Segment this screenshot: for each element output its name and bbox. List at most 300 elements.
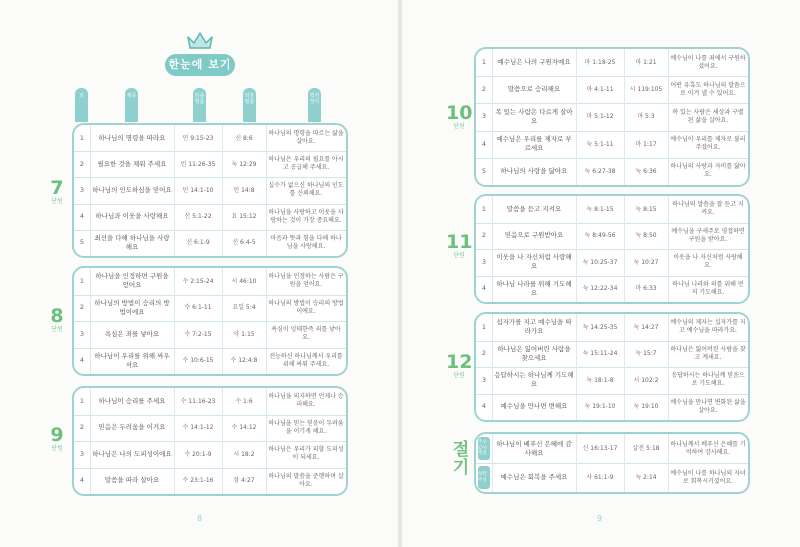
table-row bbox=[74, 295, 346, 323]
column-divider bbox=[222, 348, 223, 375]
memory-verse: 눅 15:7 bbox=[635, 350, 657, 358]
reading-reference: 마 4:1-11 bbox=[586, 86, 614, 94]
column-divider bbox=[90, 295, 91, 322]
table-row bbox=[74, 441, 346, 469]
unit-7-table bbox=[72, 123, 348, 258]
table-row bbox=[476, 341, 748, 369]
column-divider bbox=[668, 249, 669, 276]
reading-reference: 눅 8:49-56 bbox=[584, 232, 616, 240]
lesson-summary: 하나님을 의지하면 언제나 승리해요. bbox=[268, 393, 344, 409]
season-table bbox=[474, 432, 750, 494]
lesson-title: 말씀으로 승리해요 bbox=[507, 85, 561, 94]
column-divider bbox=[624, 158, 625, 185]
lesson-title: 하나님 나라를 위해 기도해요 bbox=[496, 279, 572, 297]
column-divider bbox=[174, 125, 175, 151]
lesson-summary: 하나님께서 베푸신 은혜를 기억하여 감사해요. bbox=[670, 440, 746, 456]
table-row bbox=[476, 158, 748, 185]
unit-11-label: 11 단원 bbox=[446, 231, 473, 259]
reading-reference: 마 1:18-25 bbox=[584, 59, 616, 67]
column-divider bbox=[90, 151, 91, 177]
lesson-title: 하나님과 이웃을 사랑해요 bbox=[95, 212, 169, 221]
lesson-number: 4 bbox=[481, 402, 487, 411]
column-divider bbox=[624, 314, 625, 341]
table-row bbox=[74, 230, 346, 256]
table-row bbox=[74, 177, 346, 204]
lesson-number: 4 bbox=[79, 476, 85, 485]
column-header-summary: 핵심 정리 bbox=[308, 88, 321, 122]
column-divider bbox=[266, 268, 267, 295]
unit-12-label: 12 단원 bbox=[446, 351, 473, 379]
table-row bbox=[476, 314, 748, 342]
table-row bbox=[476, 463, 748, 492]
lesson-title: 응답하시는 하나님께 기도해요 bbox=[494, 371, 574, 389]
column-divider bbox=[492, 463, 493, 492]
lesson-summary: 하나님의 방법이 승리의 방법이에요. bbox=[268, 299, 344, 315]
table-row bbox=[476, 223, 748, 251]
column-divider bbox=[90, 441, 91, 468]
lesson-number: 1 bbox=[79, 133, 85, 142]
column-divider bbox=[266, 177, 267, 203]
column-divider bbox=[576, 249, 577, 276]
lesson-number: 3 bbox=[481, 257, 487, 266]
lesson-title: 필요한 것을 채워 주세요 bbox=[97, 159, 167, 168]
column-divider bbox=[492, 49, 493, 76]
lesson-title: 하나님은 나의 도피성이에요 bbox=[92, 449, 172, 458]
memory-verse: 눅 8:15 bbox=[635, 205, 657, 213]
column-divider bbox=[492, 223, 493, 250]
lesson-title: 믿음은 두려움을 이겨요 bbox=[98, 423, 166, 432]
column-divider bbox=[492, 394, 493, 421]
reading-reference: 수 2:15-24 bbox=[182, 277, 214, 285]
column-divider bbox=[492, 249, 493, 276]
column-divider bbox=[668, 341, 669, 368]
column-divider bbox=[174, 268, 175, 295]
column-divider bbox=[266, 415, 267, 442]
lesson-number: 5 bbox=[481, 166, 487, 175]
lesson-number: 3 bbox=[79, 329, 85, 338]
column-divider bbox=[668, 463, 669, 492]
column-divider bbox=[576, 131, 577, 158]
column-divider bbox=[222, 125, 223, 151]
lesson-title: 예수님은 우리를 제자로 부르세요 bbox=[496, 135, 572, 153]
memory-verse: 신 8:6 bbox=[235, 134, 253, 142]
lesson-number: 1 bbox=[481, 204, 487, 213]
column-divider bbox=[90, 125, 91, 151]
memory-verse: 약 1:15 bbox=[233, 330, 255, 338]
reading-reference: 눅 10:25-37 bbox=[582, 258, 618, 266]
column-divider bbox=[222, 151, 223, 177]
reading-reference: 수 7:2-15 bbox=[184, 330, 212, 338]
memory-verse: 눅 2:14 bbox=[635, 474, 657, 481]
column-header-title: 제목 bbox=[125, 88, 138, 122]
memory-verse: 신 6:4-5 bbox=[232, 239, 256, 247]
memory-verse: 눅 6:36 bbox=[635, 167, 657, 175]
column-divider bbox=[174, 230, 175, 256]
column-divider bbox=[222, 321, 223, 348]
reading-reference: 눅 12:22-34 bbox=[582, 285, 618, 293]
table-row bbox=[476, 276, 748, 303]
reading-reference: 신 6:1-9 bbox=[186, 239, 210, 247]
column-divider bbox=[576, 158, 577, 185]
column-divider bbox=[668, 223, 669, 250]
page-number: 8 bbox=[197, 514, 203, 523]
lesson-title: 하나님이 승리를 주세요 bbox=[98, 396, 166, 405]
reading-reference: 수 6:1-11 bbox=[184, 304, 212, 312]
column-divider bbox=[624, 103, 625, 130]
table-row bbox=[74, 388, 346, 416]
column-divider bbox=[624, 341, 625, 368]
column-divider bbox=[174, 295, 175, 322]
reading-reference: 눅 15:11-24 bbox=[582, 350, 618, 358]
crown-icon bbox=[186, 30, 214, 50]
memory-verse: 민 14:8 bbox=[233, 186, 255, 194]
table-row bbox=[74, 348, 346, 375]
column-divider bbox=[90, 268, 91, 295]
table-row bbox=[476, 49, 748, 77]
column-divider bbox=[624, 76, 625, 103]
unit-11-table bbox=[474, 194, 750, 304]
lesson-number: 4 bbox=[481, 139, 487, 148]
column-divider bbox=[668, 103, 669, 130]
table-row bbox=[476, 196, 748, 224]
lesson-title: 예수님을 만나면 변해요 bbox=[500, 402, 568, 411]
column-divider bbox=[624, 223, 625, 250]
lesson-number: 2 bbox=[79, 303, 85, 312]
lesson-summary: 하나님의 말씀을 준행하며 살아요. bbox=[268, 472, 344, 488]
column-divider bbox=[624, 394, 625, 421]
memory-verse: 수 12:4:8 bbox=[230, 357, 258, 365]
lesson-summary: 예수님의 제자는 십자가를 지고 예수님을 따라가요. bbox=[670, 319, 746, 335]
unit-7-label: 7 단원 bbox=[50, 177, 64, 205]
reading-reference: 민 14:1-10 bbox=[182, 186, 214, 194]
lesson-summary: 예수님을 만나면 변화된 삶을 살아요. bbox=[670, 398, 746, 414]
lesson-number: 2 bbox=[481, 85, 487, 94]
column-divider bbox=[174, 177, 175, 203]
table-row bbox=[476, 249, 748, 277]
memory-verse: 마 1:21 bbox=[635, 59, 657, 67]
lesson-summary: 하나님의 말씀을 잘 듣고 지켜요. bbox=[672, 201, 744, 217]
reading-reference: 눅 8:1-15 bbox=[586, 205, 614, 213]
table-row bbox=[74, 204, 346, 231]
lesson-number: 3 bbox=[481, 112, 487, 121]
column-divider bbox=[222, 268, 223, 295]
table-row bbox=[476, 367, 748, 395]
column-divider bbox=[266, 348, 267, 375]
column-divider bbox=[174, 441, 175, 468]
lesson-number: 2 bbox=[79, 159, 85, 168]
table-row bbox=[74, 268, 346, 296]
table-row bbox=[74, 151, 346, 178]
lesson-title: 예수님은 회복을 주세요 bbox=[500, 473, 568, 481]
lesson-number: 3 bbox=[79, 449, 85, 458]
column-divider bbox=[492, 276, 493, 303]
lesson-title: 하나님을 인정하면 구원을 얻어요 bbox=[95, 272, 169, 290]
lesson-summary: 하나님 나라와 의를 위해 먼저 기도해요. bbox=[672, 280, 744, 296]
column-divider bbox=[668, 49, 669, 76]
lesson-number: 1 bbox=[481, 58, 487, 67]
column-divider bbox=[668, 158, 669, 185]
lesson-summary: 하나님의 사랑과 자비를 닮아요. bbox=[670, 163, 746, 179]
lesson-title: 하나님이 우리를 위해 싸우셔요 bbox=[94, 351, 170, 369]
reading-reference: 수 14:1-12 bbox=[182, 424, 214, 432]
column-divider bbox=[90, 177, 91, 203]
column-divider bbox=[266, 230, 267, 256]
reading-reference: 수 10:6-15 bbox=[182, 357, 214, 365]
table-row bbox=[476, 103, 748, 131]
column-divider bbox=[576, 49, 577, 76]
memory-verse: 시 18:2 bbox=[233, 450, 255, 458]
lesson-summary: 예수님이 나를 죄에서 구원하셨어요. bbox=[670, 54, 746, 70]
lesson-title: 욕심은 죄를 낳아요 bbox=[104, 329, 160, 338]
column-divider bbox=[222, 415, 223, 442]
reading-reference: 수 11:16-23 bbox=[180, 397, 216, 405]
lesson-title: 하나님의 인도하심을 믿어요 bbox=[92, 185, 172, 194]
lesson-summary: 예수님이 우리를 제자로 불러 주셨어요. bbox=[670, 136, 746, 152]
column-divider bbox=[174, 151, 175, 177]
table-row bbox=[74, 468, 346, 495]
column-divider bbox=[492, 158, 493, 185]
memory-verse: 요 15:12 bbox=[231, 213, 257, 221]
column-divider bbox=[624, 463, 625, 492]
reading-reference: 민 11:26-35 bbox=[180, 160, 216, 168]
column-divider bbox=[222, 230, 223, 256]
column-divider bbox=[174, 388, 175, 415]
column-divider bbox=[222, 441, 223, 468]
reading-reference: 눅 14:25-35 bbox=[582, 323, 618, 331]
reading-reference: 눅 19:1-10 bbox=[584, 403, 616, 411]
column-divider bbox=[668, 196, 669, 223]
lesson-title: 십자가를 지고 예수님을 따라가요 bbox=[496, 318, 572, 336]
unit-8-label: 8 단원 bbox=[50, 305, 64, 333]
memory-verse: 수 1:6 bbox=[235, 397, 253, 405]
table-row bbox=[476, 434, 748, 464]
season-tag: 추수감사주일 bbox=[478, 437, 490, 460]
reading-reference: 마 5:1-12 bbox=[586, 113, 614, 121]
lesson-title: 말씀을 듣고 지켜요 bbox=[506, 204, 562, 213]
memory-verse: 마 5:3 bbox=[637, 113, 655, 121]
column-divider bbox=[624, 367, 625, 394]
unit-12-table bbox=[474, 312, 750, 422]
lesson-number: 2 bbox=[79, 423, 85, 432]
column-divider bbox=[174, 348, 175, 375]
lesson-summary: 마음과 뜻과 힘을 다해 하나님을 사랑해요. bbox=[270, 234, 342, 250]
column-divider bbox=[90, 388, 91, 415]
memory-verse: 눅 10:27 bbox=[633, 258, 659, 266]
column-divider bbox=[492, 341, 493, 368]
column-divider bbox=[576, 196, 577, 223]
lesson-summary: 하나님은 잃어버린 사람을 찾고 계세요. bbox=[670, 345, 746, 361]
lesson-number: 1 bbox=[79, 276, 85, 285]
unit-9-label: 9 단원 bbox=[50, 424, 64, 452]
unit-10-table bbox=[474, 47, 750, 187]
lesson-title: 이웃을 나 자신처럼 사랑해요 bbox=[496, 253, 572, 271]
table-row bbox=[476, 131, 748, 159]
lesson-summary: 실수가 없으신 하나님의 인도를 신뢰해요. bbox=[268, 182, 344, 198]
column-divider bbox=[222, 388, 223, 415]
lesson-title: 하나님이 베푸신 은혜에 감사해요 bbox=[496, 439, 572, 457]
lesson-summary: 예수님이 나를 하나님의 자녀로 회복시키셨어요. bbox=[670, 469, 746, 485]
column-divider bbox=[668, 394, 669, 421]
lesson-number: 4 bbox=[481, 284, 487, 293]
column-divider bbox=[576, 223, 577, 250]
column-divider bbox=[668, 76, 669, 103]
reading-reference: 신 5:1-22 bbox=[184, 213, 212, 221]
column-divider bbox=[576, 434, 577, 463]
column-divider bbox=[266, 388, 267, 415]
lesson-summary: 하나님을 믿는 믿음이 두려움을 이기게 해요. bbox=[268, 419, 344, 435]
column-divider bbox=[624, 249, 625, 276]
memory-verse: 눅 8:50 bbox=[635, 232, 657, 240]
column-divider bbox=[90, 415, 91, 442]
column-divider bbox=[492, 196, 493, 223]
column-divider bbox=[492, 76, 493, 103]
column-divider bbox=[174, 321, 175, 348]
memory-verse: 눅 12:29 bbox=[231, 160, 257, 168]
column-divider bbox=[624, 196, 625, 223]
memory-verse: 마 6:33 bbox=[635, 285, 657, 293]
reading-reference: 눅 18:1-8 bbox=[586, 376, 614, 384]
lesson-number: 5 bbox=[79, 238, 85, 247]
column-divider bbox=[576, 314, 577, 341]
column-divider bbox=[174, 415, 175, 442]
lesson-number: 2 bbox=[481, 349, 487, 358]
lesson-summary: 하나님은 우리가 피할 도피성이 되세요. bbox=[268, 446, 344, 462]
column-divider bbox=[576, 463, 577, 492]
lesson-number: 1 bbox=[481, 322, 487, 331]
column-divider bbox=[492, 131, 493, 158]
column-divider bbox=[624, 434, 625, 463]
column-divider bbox=[668, 434, 669, 463]
column-divider bbox=[576, 76, 577, 103]
column-divider bbox=[492, 367, 493, 394]
lesson-summary: 하나님을 사랑하고 이웃을 사랑하는 것이 가장 중요해요. bbox=[268, 208, 344, 224]
lesson-title: 하나님의 사랑을 닮아요 bbox=[500, 166, 568, 175]
column-divider bbox=[90, 321, 91, 348]
column-divider bbox=[90, 204, 91, 230]
reading-reference: 수 20:1-9 bbox=[184, 450, 212, 458]
column-divider bbox=[668, 314, 669, 341]
column-divider bbox=[174, 204, 175, 230]
lesson-number: 2 bbox=[481, 231, 487, 240]
page-number: 9 bbox=[597, 514, 603, 523]
column-divider bbox=[90, 230, 91, 256]
column-divider bbox=[668, 367, 669, 394]
reading-reference: 신 16:13-17 bbox=[582, 445, 618, 452]
table-row bbox=[74, 125, 346, 152]
lesson-title: 말씀을 따라 살아요 bbox=[104, 476, 160, 485]
column-divider bbox=[266, 125, 267, 151]
column-divider bbox=[576, 103, 577, 130]
lesson-summary: 응답하시는 하나님께 믿음으로 기도해요. bbox=[671, 372, 745, 388]
column-divider bbox=[624, 276, 625, 303]
column-divider bbox=[576, 367, 577, 394]
memory-verse: 수 14:12 bbox=[231, 424, 257, 432]
lesson-number: 4 bbox=[79, 356, 85, 365]
lesson-number: 1 bbox=[79, 396, 85, 405]
memory-verse: 요일 5:4 bbox=[232, 304, 256, 312]
reading-reference: 사 61:1-9 bbox=[586, 474, 614, 481]
lesson-number: 4 bbox=[79, 212, 85, 221]
lesson-title: 하나님의 방법이 승리의 방법이에요 bbox=[94, 298, 170, 316]
lesson-summary: 하나님은 우리의 필요를 아시고 공급해 주세요. bbox=[268, 156, 344, 172]
column-divider bbox=[266, 204, 267, 230]
column-divider bbox=[492, 434, 493, 463]
memory-verse: 눅 14:27 bbox=[633, 323, 659, 331]
lesson-title: 복 있는 사람은 다르게 살아요 bbox=[495, 107, 573, 125]
reading-reference: 민 9:15-23 bbox=[182, 134, 214, 142]
table-row bbox=[74, 321, 346, 349]
lesson-summary: 어떤 유혹도 하나님의 말씀으로 이겨 낼 수 있어요. bbox=[670, 81, 746, 97]
column-divider bbox=[624, 131, 625, 158]
column-divider bbox=[576, 394, 577, 421]
column-divider bbox=[624, 49, 625, 76]
lesson-summary: 이웃을 나 자신처럼 사랑해요. bbox=[673, 254, 743, 270]
lesson-summary: 하나님의 명령을 따르는 삶을 살아요. bbox=[268, 130, 344, 146]
lesson-title: 믿음으로 구원받아요 bbox=[504, 231, 564, 240]
column-divider bbox=[668, 276, 669, 303]
column-divider bbox=[266, 468, 267, 495]
unit-8-table bbox=[72, 266, 348, 376]
column-divider bbox=[222, 204, 223, 230]
lesson-title: 예수님은 나의 구원자예요 bbox=[497, 58, 571, 67]
column-divider bbox=[266, 321, 267, 348]
column-divider bbox=[492, 103, 493, 130]
memory-verse: 마 1:17 bbox=[635, 140, 657, 148]
lesson-summary: 욕심이 잉태한즉 죄를 낳아요. bbox=[271, 326, 341, 342]
memory-verse: 시 102:2 bbox=[633, 376, 659, 384]
column-divider bbox=[90, 348, 91, 375]
column-divider bbox=[222, 177, 223, 203]
unit-10-label: 10 단원 bbox=[446, 102, 473, 130]
reading-reference: 눅 6:27-38 bbox=[584, 167, 616, 175]
column-divider bbox=[174, 468, 175, 495]
lesson-number: 3 bbox=[481, 375, 487, 384]
memory-verse: 시 119:105 bbox=[629, 86, 663, 94]
table-row bbox=[476, 76, 748, 104]
lesson-summary: 하나님을 인정하는 사람은 구원을 얻어요. bbox=[268, 273, 344, 289]
memory-verse: 살전 5:18 bbox=[632, 445, 660, 452]
lesson-title: 하나님은 잃어버린 사람을 찾으세요 bbox=[497, 344, 571, 362]
column-divider bbox=[492, 314, 493, 341]
reading-reference: 눅 5:1-11 bbox=[586, 140, 614, 148]
column-divider bbox=[576, 341, 577, 368]
lesson-number: 3 bbox=[79, 185, 85, 194]
column-header-memorize: 외울 말씀 bbox=[243, 88, 256, 122]
column-header-read: 읽을 말씀 bbox=[193, 88, 206, 122]
lesson-summary: 예수님을 구세주로 영접하면 구원을 받아요. bbox=[671, 227, 745, 243]
season-label: 절기 bbox=[452, 440, 470, 478]
page-title: 한눈에 보기 bbox=[165, 54, 235, 76]
column-divider bbox=[266, 151, 267, 177]
memory-verse: 시 46:10 bbox=[231, 277, 257, 285]
right-page bbox=[402, 0, 800, 547]
lesson-title: 최선을 다해 하나님을 사랑해요 bbox=[94, 233, 170, 251]
lesson-title: 하나님의 명령을 따라요 bbox=[98, 133, 166, 142]
memory-verse: 눅 19:10 bbox=[633, 403, 659, 411]
table-row bbox=[74, 415, 346, 443]
season-tag: 성탄주일 bbox=[478, 466, 490, 489]
column-header-lesson: 과 bbox=[75, 88, 88, 122]
memory-verse: 잠 4:27 bbox=[233, 477, 255, 485]
column-divider bbox=[90, 468, 91, 495]
column-divider bbox=[266, 295, 267, 322]
column-divider bbox=[668, 131, 669, 158]
lesson-summary: 복 있는 사람은 세상과 구별된 삶을 살아요. bbox=[672, 108, 744, 124]
left-page bbox=[0, 0, 398, 547]
column-divider bbox=[266, 441, 267, 468]
column-divider bbox=[222, 468, 223, 495]
column-divider bbox=[222, 295, 223, 322]
